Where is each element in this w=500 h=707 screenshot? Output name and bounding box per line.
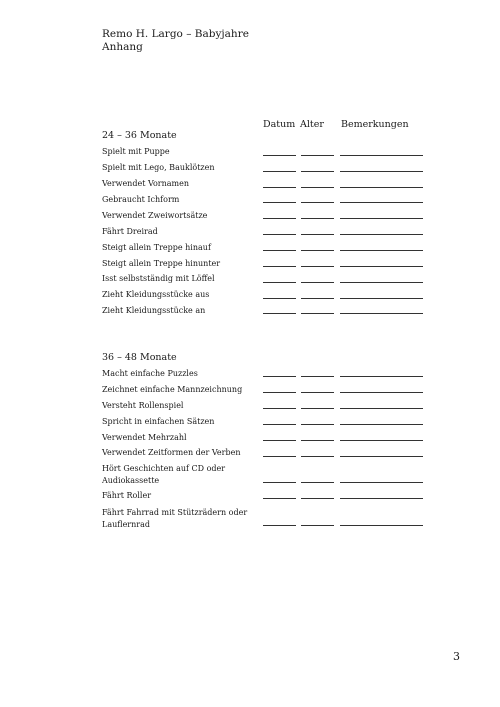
- notes-blank-line[interactable]: [340, 282, 423, 283]
- notes-blank-line[interactable]: [340, 525, 423, 526]
- notes-blank-line[interactable]: [340, 456, 423, 457]
- checklist-item-label: Fährt Roller: [102, 491, 152, 500]
- notes-blank-line[interactable]: [340, 250, 423, 251]
- checklist-item-label: Fährt Dreirad: [102, 227, 158, 236]
- date-blank-line[interactable]: [263, 376, 296, 377]
- header-subtitle: Anhang: [102, 41, 143, 53]
- date-blank-line[interactable]: [263, 498, 296, 499]
- checklist-item-label: Verwendet Mehrzahl: [102, 433, 187, 442]
- column-header-date: Datum: [263, 119, 296, 130]
- checklist-item-label: Fährt Fahrrad mit Stützrädern oder Lauflernrad: [102, 508, 248, 529]
- age-blank-line[interactable]: [301, 408, 334, 409]
- age-blank-line[interactable]: [301, 250, 334, 251]
- checklist-item-label: Isst selbstständig mit Löffel: [102, 274, 215, 283]
- notes-blank-line[interactable]: [340, 392, 423, 393]
- notes-blank-line[interactable]: [340, 482, 423, 483]
- date-blank-line[interactable]: [263, 187, 296, 188]
- date-blank-line[interactable]: [263, 525, 296, 526]
- checklist-item-label: Verwendet Zeitformen der Verben: [102, 448, 241, 457]
- checklist-item-label: Spielt mit Lego, Bauklötzen: [102, 163, 215, 172]
- checklist-item-label: Verwendet Vornamen: [102, 179, 190, 188]
- age-blank-line[interactable]: [301, 298, 334, 299]
- header-title: Remo H. Largo – Babyjahre: [102, 28, 249, 40]
- age-blank-line[interactable]: [301, 424, 334, 425]
- date-blank-line[interactable]: [263, 234, 296, 235]
- notes-blank-line[interactable]: [340, 408, 423, 409]
- date-blank-line[interactable]: [263, 440, 296, 441]
- notes-blank-line[interactable]: [340, 376, 423, 377]
- notes-blank-line[interactable]: [340, 313, 423, 314]
- checklist-item-label: Zieht Kleidungsstücke aus: [102, 290, 210, 299]
- notes-blank-line[interactable]: [340, 424, 423, 425]
- date-blank-line[interactable]: [263, 424, 296, 425]
- page-number: 3: [453, 650, 460, 663]
- age-blank-line[interactable]: [301, 498, 334, 499]
- notes-blank-line[interactable]: [340, 187, 423, 188]
- column-header-age: Alter: [300, 119, 324, 130]
- checklist-item-label: Spricht in einfachen Sätzen: [102, 417, 215, 426]
- age-blank-line[interactable]: [301, 202, 334, 203]
- checklist-item-label: Macht einfache Puzzles: [102, 369, 198, 378]
- age-blank-line[interactable]: [301, 456, 334, 457]
- age-blank-line[interactable]: [301, 376, 334, 377]
- date-blank-line[interactable]: [263, 266, 296, 267]
- checklist-item-label: Verwendet Zweiwortsätze: [102, 211, 208, 220]
- column-header-notes: Bemerkungen: [341, 119, 409, 130]
- date-blank-line[interactable]: [263, 313, 296, 314]
- checklist-item-label: Hört Geschichten auf CD oder Audiokassette: [102, 464, 226, 485]
- age-blank-line[interactable]: [301, 187, 334, 188]
- age-blank-line[interactable]: [301, 234, 334, 235]
- date-blank-line[interactable]: [263, 155, 296, 156]
- page-header: [102, 28, 249, 54]
- checklist-item-label: Steigt allein Treppe hinunter: [102, 259, 221, 268]
- age-blank-line[interactable]: [301, 525, 334, 526]
- checklist-item-label: Steigt allein Treppe hinauf: [102, 243, 211, 252]
- notes-blank-line[interactable]: [340, 298, 423, 299]
- notes-blank-line[interactable]: [340, 440, 423, 441]
- date-blank-line[interactable]: [263, 392, 296, 393]
- section-title: 36 – 48 Monate: [102, 352, 177, 363]
- date-blank-line[interactable]: [263, 218, 296, 219]
- age-blank-line[interactable]: [301, 313, 334, 314]
- checklist-item-label: Zieht Kleidungsstücke an: [102, 306, 206, 315]
- date-blank-line[interactable]: [263, 408, 296, 409]
- section-title: 24 – 36 Monate: [102, 130, 177, 141]
- checklist-item-label: Gebraucht Ichform: [102, 195, 180, 204]
- age-blank-line[interactable]: [301, 482, 334, 483]
- date-blank-line[interactable]: [263, 482, 296, 483]
- age-blank-line[interactable]: [301, 282, 334, 283]
- age-blank-line[interactable]: [301, 155, 334, 156]
- date-blank-line[interactable]: [263, 298, 296, 299]
- date-blank-line[interactable]: [263, 171, 296, 172]
- notes-blank-line[interactable]: [340, 266, 423, 267]
- checklist-item-label: Spielt mit Puppe: [102, 147, 170, 156]
- notes-blank-line[interactable]: [340, 234, 423, 235]
- age-blank-line[interactable]: [301, 171, 334, 172]
- age-blank-line[interactable]: [301, 440, 334, 441]
- notes-blank-line[interactable]: [340, 202, 423, 203]
- age-blank-line[interactable]: [301, 392, 334, 393]
- date-blank-line[interactable]: [263, 250, 296, 251]
- checklist-item-label: Versteht Rollenspiel: [102, 401, 184, 410]
- notes-blank-line[interactable]: [340, 218, 423, 219]
- age-blank-line[interactable]: [301, 218, 334, 219]
- notes-blank-line[interactable]: [340, 171, 423, 172]
- notes-blank-line[interactable]: [340, 155, 423, 156]
- date-blank-line[interactable]: [263, 202, 296, 203]
- age-blank-line[interactable]: [301, 266, 334, 267]
- date-blank-line[interactable]: [263, 456, 296, 457]
- checklist-item-label: Zeichnet einfache Mannzeichnung: [102, 385, 243, 394]
- notes-blank-line[interactable]: [340, 498, 423, 499]
- date-blank-line[interactable]: [263, 282, 296, 283]
